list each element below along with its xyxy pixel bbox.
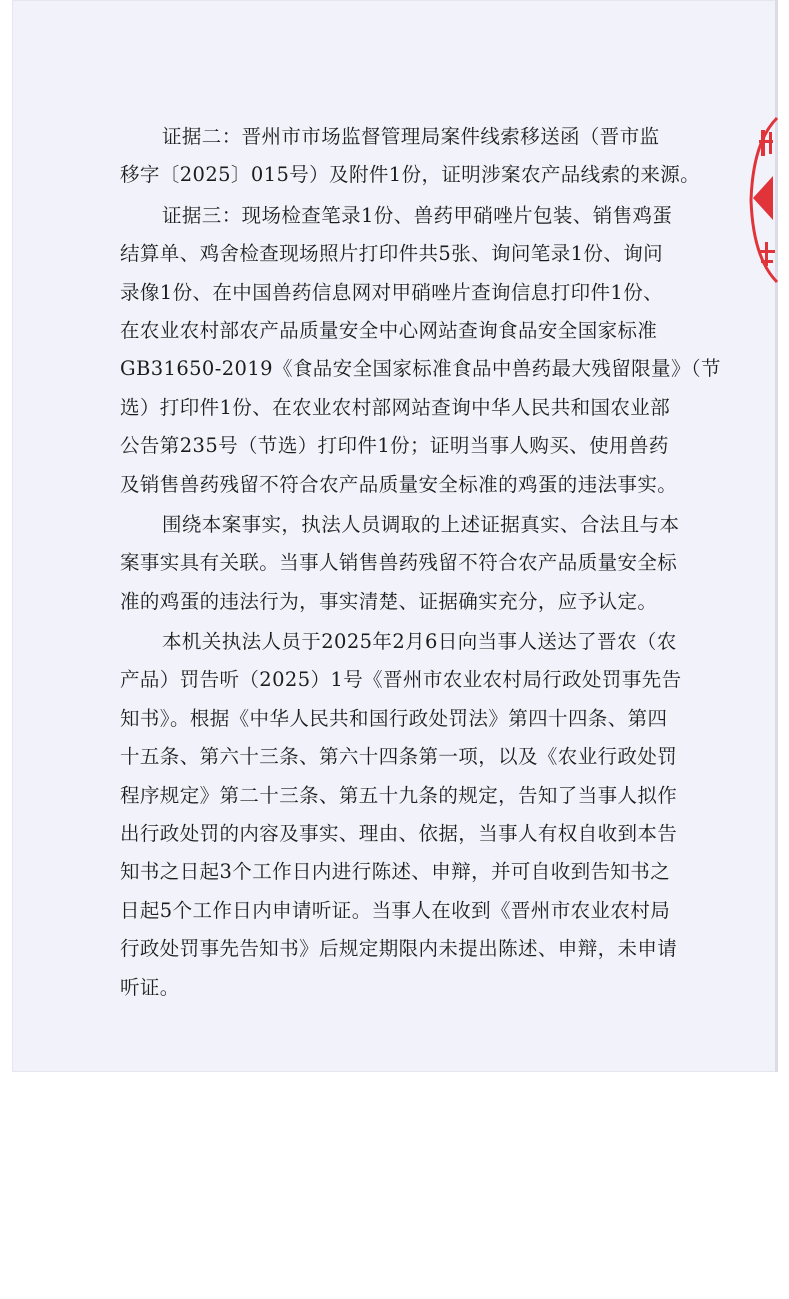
text-line: 选）打印件1份、在农业农村部网站查询中华人民共和国农业部 [120, 395, 671, 419]
text-line: 移字〔2025〕015号）及附件1份，证明涉案农产品线索的来源。 [120, 163, 701, 187]
paragraph-notice [120, 623, 686, 1007]
text-line: 结算单、鸡舍检查现场照片打印件共5张、询问笔录1份、询问 [120, 242, 664, 266]
text-line: 程序规定》第二十三条、第五十九条的规定，告知了当事人拟作 [120, 783, 678, 807]
text-line: 产品）罚告听（2025）1号《晋州市农业农村局行政处罚事先告 [120, 668, 682, 692]
paragraph-evidence-3 [120, 197, 721, 504]
text-line: 十五条、第六十三条、第六十四条第一项，以及《农业行政处罚 [120, 745, 678, 769]
text-line: 案事实具有关联。当事人销售兽药残留不符合农产品质量安全标 [120, 551, 678, 575]
text-line: 在农业农村部农产品质量安全中心网站查询食品安全国家标准 [120, 318, 658, 342]
document-body [120, 118, 721, 1007]
text-line: 本机关执法人员于2025年2月6日向当事人送达了晋农（农 [162, 630, 677, 654]
text-line: 日起5个工作日内申请听证。当事人在收到《晋州市农业农村局 [120, 898, 671, 922]
text-line: 围绕本案事实，执法人员调取的上述证据真实、合法且与本 [162, 512, 680, 536]
text-line: 准的鸡蛋的违法行为，事实清楚、证据确实充分，应予认定。 [120, 589, 658, 613]
text-line: 公告第235号（节选）打印件1份；证明当事人购买、使用兽药 [120, 434, 669, 458]
text-line: 证据二：晋州市市场监督管理局案件线索移送函（晋市监 [162, 125, 660, 148]
official-seal-edge-icon [747, 112, 779, 288]
text-line: 证据三：现场检查笔录1份、兽药甲硝唑片包装、销售鸡蛋 [162, 203, 673, 227]
text-line: 出行政处罚的内容及事实、理由、依据，当事人有权自收到本告 [120, 822, 678, 846]
text-line: 知书之日起3个工作日内进行陈述、申辩，并可自收到告知书之 [120, 860, 671, 884]
paragraph-evidence-2 [120, 118, 701, 195]
text-line: 及销售兽药残留不符合农产品质量安全标准的鸡蛋的违法事实。 [120, 472, 678, 496]
text-line: 录像1份、在中国兽药信息网对甲硝唑片查询信息打印件1份、 [120, 280, 664, 304]
text-line: 知书》。根据《中华人民共和国行政处罚法》第四十四条、第四 [120, 706, 668, 730]
text-line: 行政处罚事先告知书》后规定期限内未提出陈述、申辩，未申请 [120, 937, 678, 961]
paragraph-fact-finding [120, 506, 686, 621]
text-line: GB31650-2019《食品安全国家标准食品中兽药最大残留限量》（节 [120, 357, 721, 381]
text-line: 听证。 [120, 975, 180, 999]
